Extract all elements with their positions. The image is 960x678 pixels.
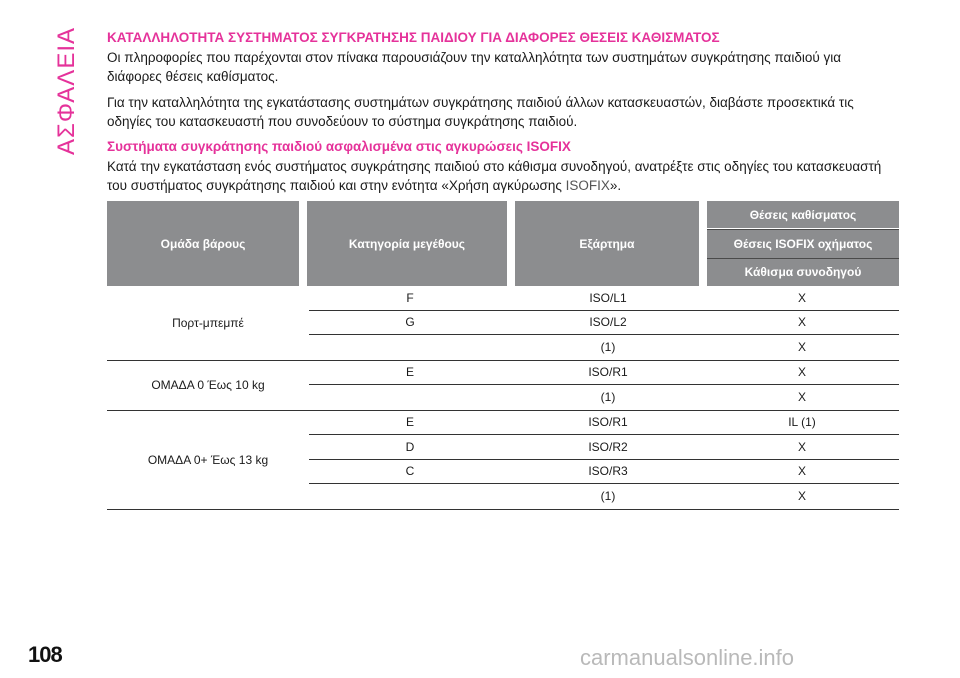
page-number: 108 (28, 642, 62, 667)
table-group-0plus (107, 411, 899, 510)
group-label: ΟΜΑΔΑ 0+ Έως 13 kg (147, 452, 269, 467)
isofix-paragraph-text: Κατά την εγκατάσταση ενός συστήματος συγκράτησης παιδιού στο κάθισμα συνοδηγού, ανατρέξτε στις οδηγίες του κατασκευαστή του συστήματος συγκράτησης παιδιού και στην ενότητα «Χρήση αγκύρωσης (107, 159, 882, 193)
cell-seat: X (797, 439, 806, 454)
cell-seat: X (797, 340, 806, 355)
cell-size: C (405, 464, 415, 479)
header-seat-positions: Θέσεις καθίσματος (707, 201, 899, 229)
cell-fixture: ISO/R2 (588, 439, 628, 454)
table-row (309, 361, 899, 386)
cell-fixture: ISO/R1 (588, 365, 628, 380)
cell-seat: X (797, 489, 806, 504)
section-side-label-text: ΑΣΦΑΛΕΙΑ (53, 26, 80, 156)
group-rows (309, 411, 899, 509)
cell-seat: X (797, 365, 806, 380)
table-row (309, 385, 899, 410)
group-label: ΟΜΑΔΑ 0 Έως 10 kg (151, 378, 265, 392)
table-row (309, 311, 899, 336)
section-side-label (50, 26, 84, 156)
cell-size: E (405, 365, 414, 380)
cell-seat: X (797, 464, 806, 479)
suitability-paragraph: Για την καταλληλότητα της εγκατάστασης συστημάτων συγκράτησης παιδιού άλλων κατασκευαστών, διαβάστε προσεκτικά τις οδηγίες του κατασκευαστή που συνοδεύουν το σύστημα συγκράτησης παιδιού. (107, 95, 854, 129)
cell-size: F (406, 290, 414, 305)
cell-fixture: (1) (600, 340, 616, 355)
cell-seat: X (797, 290, 806, 305)
cell-seat: IL (1) (788, 415, 816, 430)
group-rows (309, 361, 899, 410)
cell-size: E (405, 415, 414, 430)
header-size-class: Κατηγορία μεγέθους (348, 236, 466, 251)
group-label: Πορτ-μπεμπέ (172, 315, 244, 330)
cell-fixture: (1) (600, 390, 616, 405)
table-row (309, 435, 899, 460)
cell-fixture: ISO/R3 (588, 464, 628, 479)
table-header (107, 201, 899, 286)
cell-fixture: (1) (600, 489, 616, 504)
intro-paragraph: Οι πληροφορίες που παρέχονται στον πίνακα παρουσιάζουν την καταλληλότητα των συστημάτων συγκράτησης παιδιού για διάφορες θέσεις καθίσματος. (107, 50, 842, 84)
header-seat-stack (707, 201, 899, 286)
group-rows (309, 286, 899, 360)
header-weight-group: Ομάδα βάρους (160, 236, 246, 251)
table-group-0 (107, 361, 899, 411)
table-row (309, 286, 899, 311)
table-row (309, 411, 899, 436)
isofix-paragraph-end: ». (609, 178, 622, 193)
isofix-heading: Συστήματα συγκράτησης παιδιού ασφαλισμένα στις αγκυρώσεις ISOFIX (107, 139, 571, 154)
isofix-suitability-table (107, 201, 899, 510)
table-group-carrycot (107, 286, 899, 361)
table-row (309, 484, 899, 509)
cell-fixture: ISO/L1 (589, 290, 627, 305)
section-heading: ΚΑΤΑΛΛΗΛΟΤΗΤΑ ΣΥΣΤΗΜΑΤΟΣ ΣΥΓΚΡΑΤΗΣΗΣ ΠΑΙΔΙΟΥ ΓΙΑ ΔΙΑΦΟΡΕΣ ΘΕΣΕΙΣ ΚΑΘΙΣΜΑΤΟΣ (107, 30, 720, 45)
table-row (309, 460, 899, 485)
header-passenger-seat: Κάθισμα συνοδηγού (744, 265, 862, 280)
header-gap (699, 201, 707, 286)
isofix-paragraph-ref: ISOFIX (565, 178, 610, 193)
cell-size: G (405, 315, 415, 330)
header-gap (299, 201, 307, 286)
main-content (107, 29, 899, 195)
cell-fixture: ISO/L2 (589, 315, 627, 330)
header-fixture: Εξάρτημα (579, 236, 635, 251)
header-isofix-positions: Θέσεις ISOFIX οχήματος (707, 229, 899, 258)
cell-seat: X (797, 390, 806, 405)
cell-fixture: ISO/R1 (588, 415, 628, 430)
table-row (309, 335, 899, 360)
cell-seat: X (797, 315, 806, 330)
header-gap (507, 201, 515, 286)
isofix-paragraph (107, 157, 899, 195)
cell-size: D (405, 439, 415, 454)
watermark: carmanualsonline.info (580, 645, 795, 670)
